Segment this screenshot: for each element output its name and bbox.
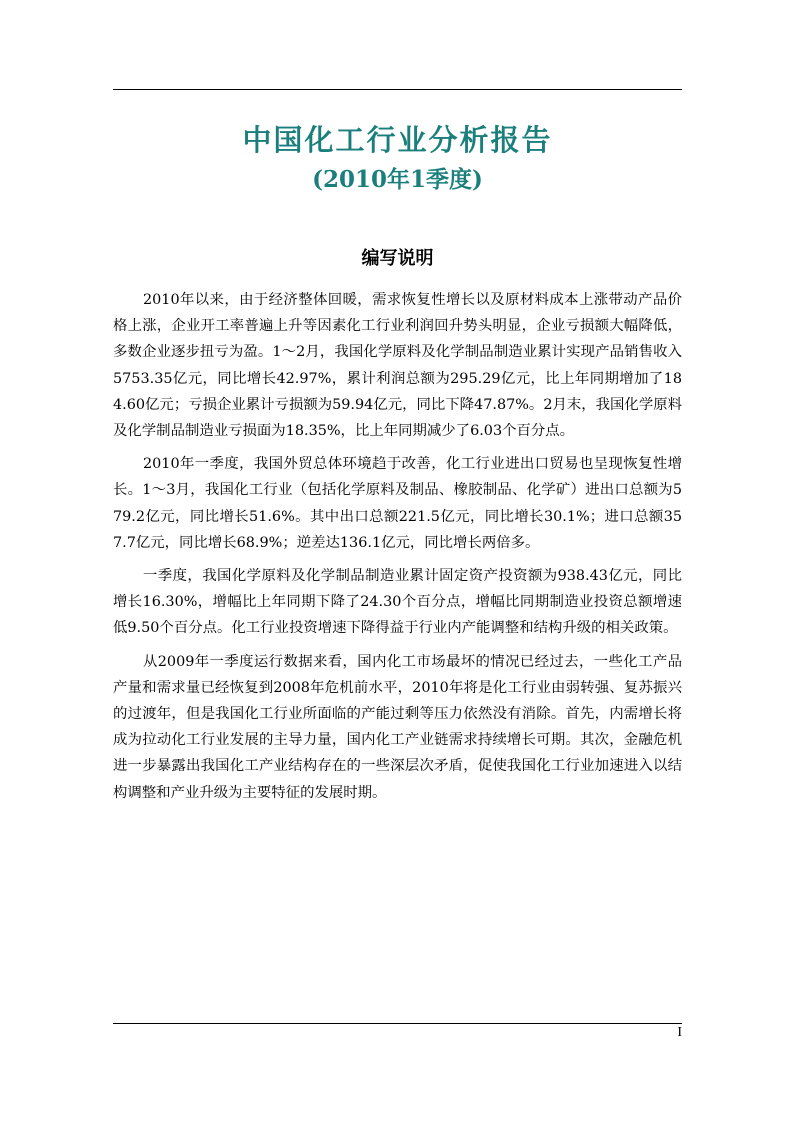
header-rule xyxy=(113,89,682,90)
section-heading: 编写说明 xyxy=(361,248,434,269)
paragraph-3: 一季度，我国化学原料及化学制品制造业累计固定资产投资额为938.43亿元，同比增长16.30%，增幅比上年同期下降了24.30个百分点，增幅比同期制造业投资总额增速低9.50个百分点。化工行业投资增速下降得益于行业内产能调整和结构升级的相关政策。 xyxy=(113,568,682,637)
paragraph-2: 2010年一季度，我国外贸总体环境趋于改善，化工行业进出口贸易也呈现恢复性增长。1～3月，我国化工行业（包括化学原料及制品、橡胶制品、化学矿）进出口总额为579.2亿元，同比增长51.6%。其中出口总额221.5亿元，同比增长30.1%；进口总额357.7亿元，同比增长68.9%；逆差达136.1亿元，同比增长两倍多。 xyxy=(113,456,682,551)
paragraph-4: 从2009年一季度运行数据来看，国内化工市场最坏的情况已经过去，一些化工产品产量和需求量已经恢复到2008年危机前水平，2010年将是化工行业由弱转强、复苏振兴的过渡年，但是我国化工行业所面临的产能过剩等压力依然没有消除。首先，内需增长将成为拉动化工行业发展的主导力量，国内化工产业链需求持续增长可期。其次，金融危机进一步暴露出我国化工产业结构存在的一些深层次矛盾，促使我国化工行业加速进入以结构调整和产业升级为主要特征的发展时期。 xyxy=(113,653,682,801)
page-number: I xyxy=(677,1025,682,1040)
footer-rule xyxy=(113,1023,682,1024)
body-text xyxy=(113,287,682,813)
paragraph-1: 2010年以来，由于经济整体回暖，需求恢复性增长以及原材料成本上涨带动产品价格上涨，企业开工率普遍上升等因素化工行业利润回升势头明显，企业亏损额大幅降低，多数企业逐步扭亏为盈。1～2月，我国化学原料及化学制品制造业累计实现产品销售收入5753.35亿元，同比增长42.97%，累计利润总额为295.29亿元，比上年同期增加了184.60亿元；亏损企业累计亏损额为59.94亿元，同比下降47.87%。2月末，我国化学原料及化学制品制造业亏损面为18.35%，比上年同期减少了6.03个百分点。 xyxy=(113,292,682,440)
document-title: 中国化工行业分析报告 xyxy=(242,123,553,157)
document-subtitle: (2010年1季度) xyxy=(312,166,483,193)
